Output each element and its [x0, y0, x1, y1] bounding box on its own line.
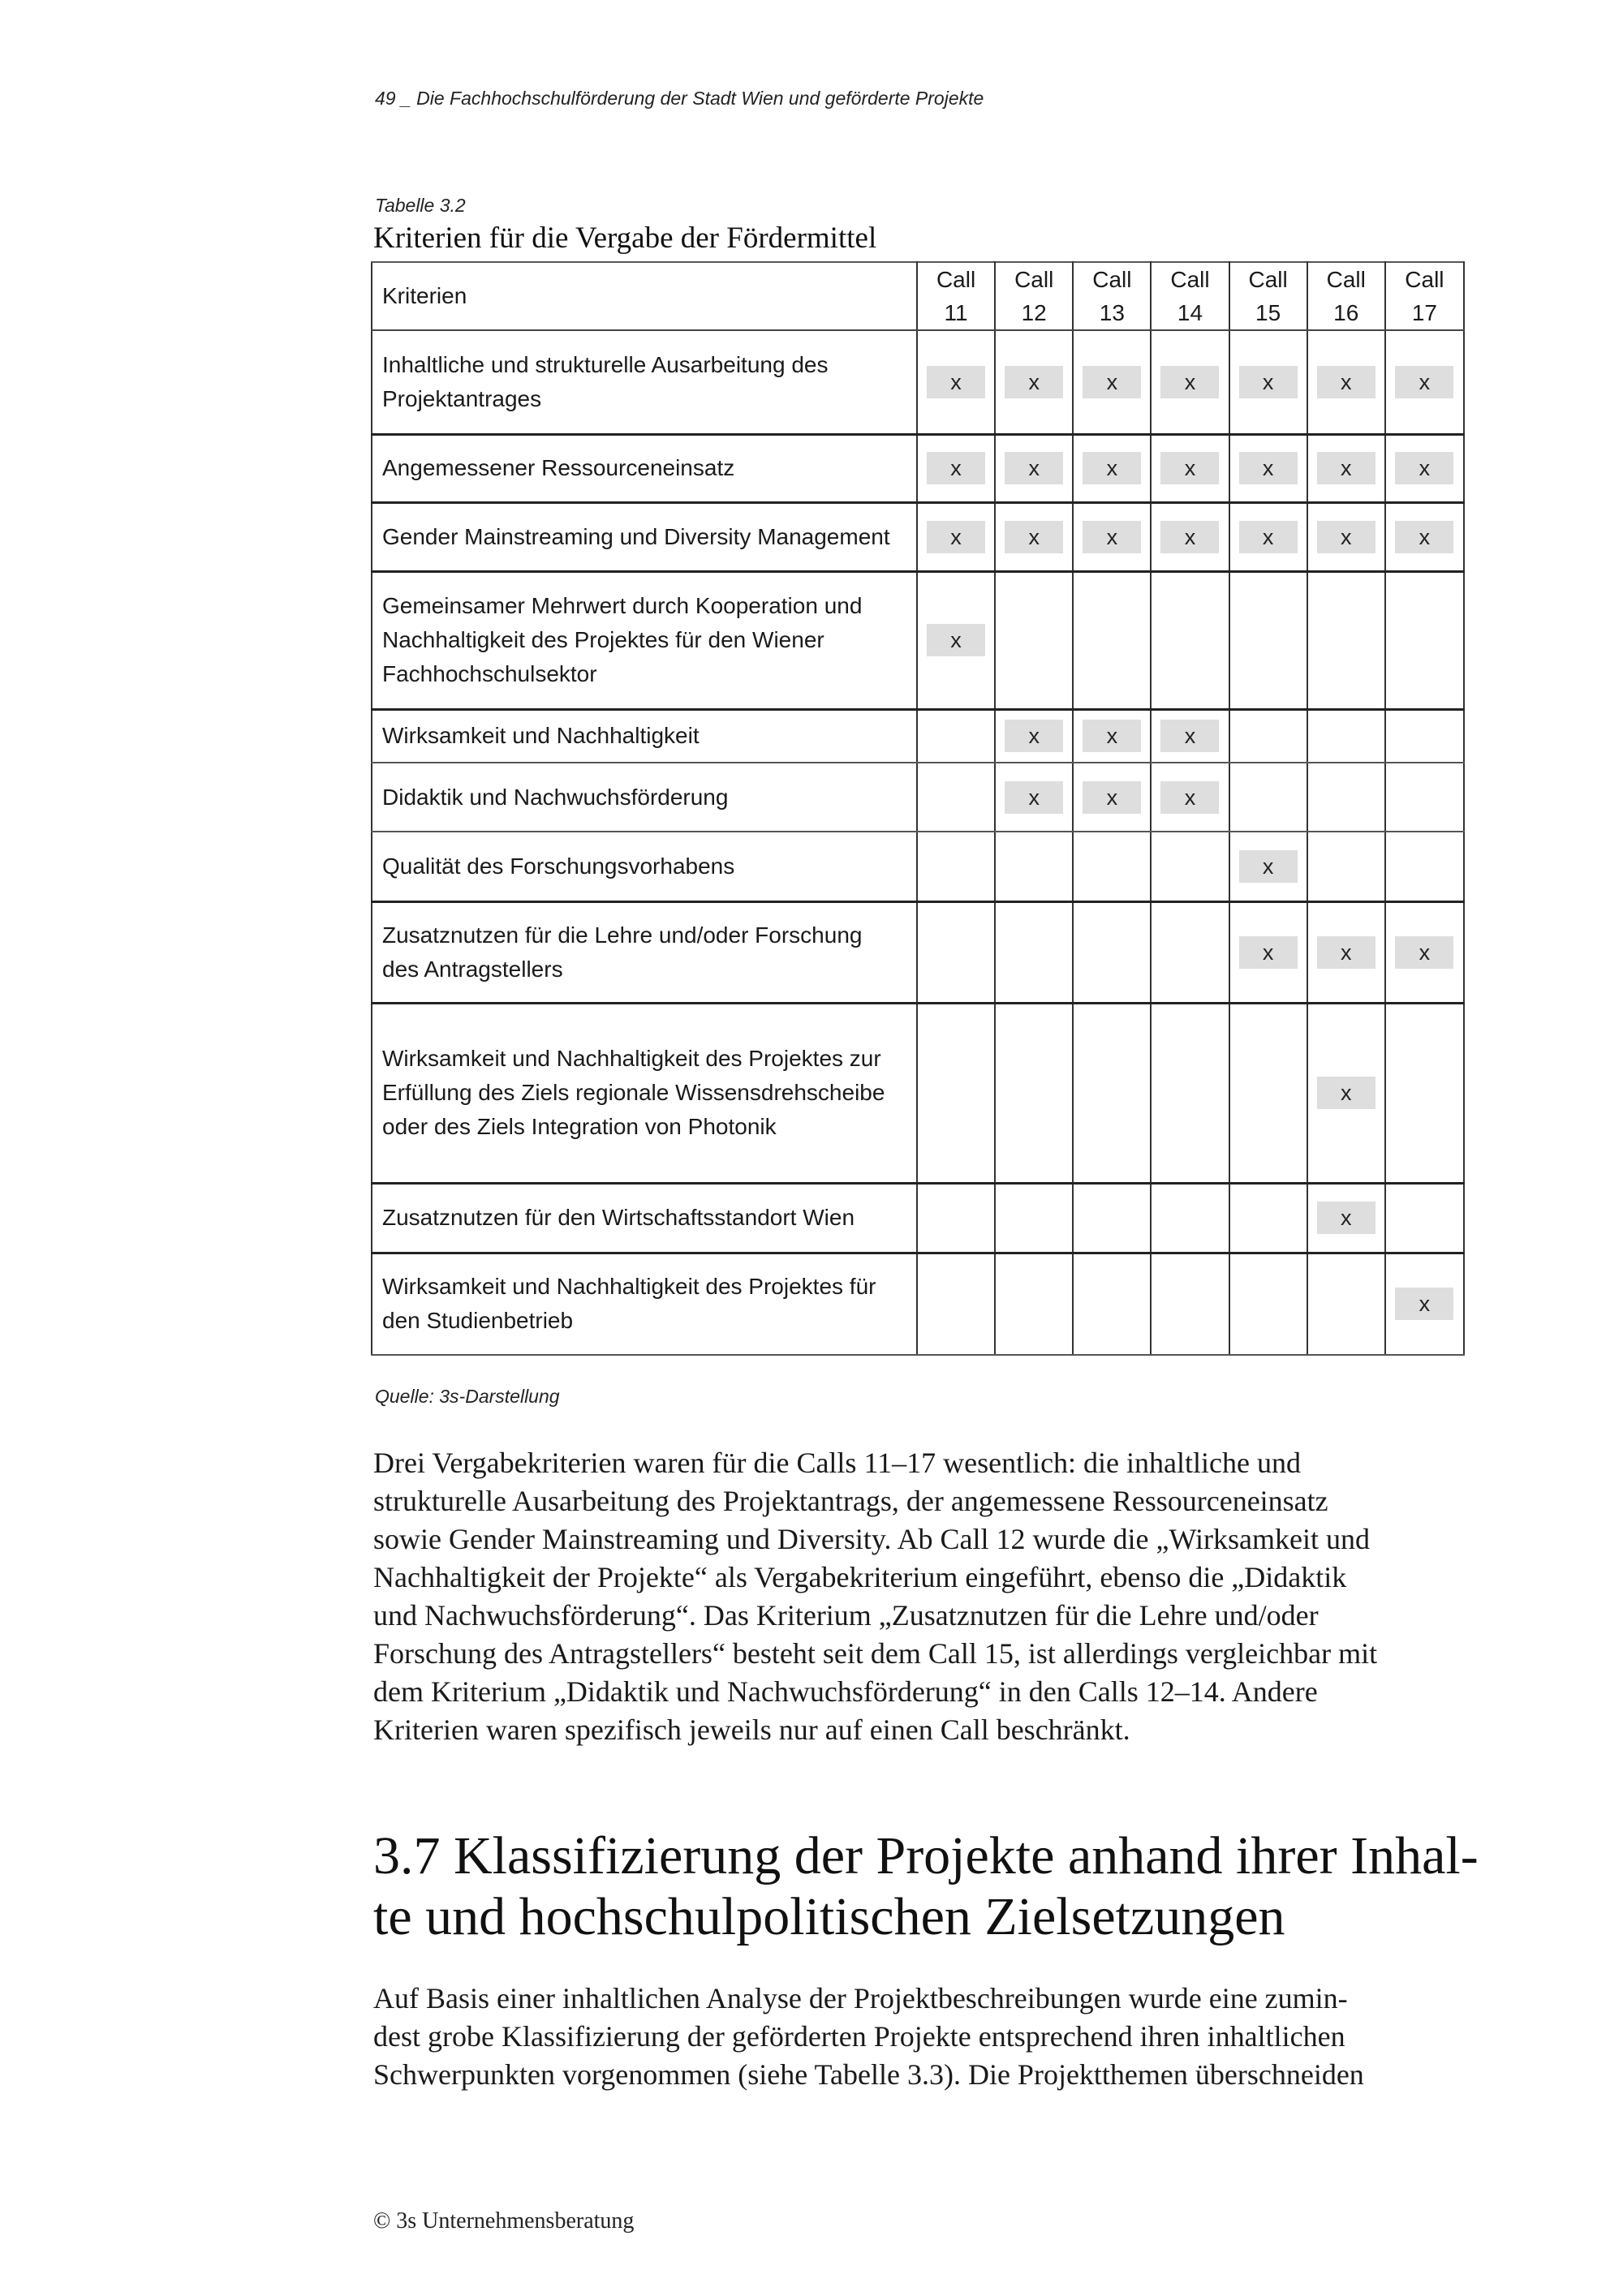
criterion-applies-mark: x	[1160, 781, 1219, 814]
table-row	[372, 330, 1464, 434]
call-mark-cell	[1385, 1003, 1464, 1183]
call-mark-cell	[1307, 901, 1385, 1003]
criterion-cell	[372, 763, 917, 832]
table-row	[372, 763, 1464, 832]
call-mark-cell	[995, 1253, 1073, 1355]
call-mark-cell	[1385, 763, 1464, 832]
call-mark-cell	[1073, 1183, 1151, 1253]
criterion-applies-mark: x	[1239, 936, 1298, 969]
criterion-applies-mark: x	[1239, 366, 1298, 398]
call-mark-cell	[1151, 709, 1229, 763]
call-column-header: Call 11	[917, 262, 995, 330]
call-mark-cell	[1151, 901, 1229, 1003]
call-mark-cell	[1073, 709, 1151, 763]
criterion-cell	[372, 502, 917, 571]
call-mark-cell	[995, 330, 1073, 434]
criterion-text-line: Erfüllung des Ziels regionale Wissensdrehscheibe	[382, 1080, 885, 1105]
paragraph-line: Auf Basis einer inhaltlichen Analyse der Projektbeschreibungen wurde eine zumin-	[373, 1982, 1348, 2014]
call-mark-cell	[1385, 901, 1464, 1003]
call-mark-cell	[995, 901, 1073, 1003]
call-mark-cell	[1385, 1253, 1464, 1355]
running-header: 49 _ Die Fachhochschulförderung der Stadt Wien und geförderte Projekte	[375, 88, 984, 109]
criterion-cell	[372, 1253, 917, 1355]
criterion-applies-mark: x	[1239, 850, 1298, 883]
criterion-text-line: Projektantrages	[382, 385, 542, 411]
criterion-text-line: Zusatznutzen für die Lehre und/oder Forschung	[382, 922, 863, 948]
call-mark-cell	[1307, 1003, 1385, 1183]
criterion-text-line: Wirksamkeit und Nachhaltigkeit des Projektes für	[382, 1274, 876, 1300]
criterion-applies-mark: x	[1317, 521, 1375, 553]
table-source: Quelle: 3s-Darstellung	[375, 1386, 560, 1407]
call-mark-cell	[1151, 1003, 1229, 1183]
call-mark-cell	[1073, 901, 1151, 1003]
criterion-text-line: oder des Ziels Integration von Photonik	[382, 1114, 777, 1139]
paragraph-line: Kriterien waren spezifisch jeweils nur auf einen Call beschränkt.	[373, 1713, 1130, 1746]
call-mark-cell	[995, 709, 1073, 763]
call-mark-cell	[1385, 832, 1464, 901]
paragraph-line: sowie Gender Mainstreaming und Diversity. Ab Call 12 wurde die „Wirksamkeit und	[373, 1523, 1370, 1555]
criterion-text-line: Fachhochschulsektor	[382, 661, 597, 686]
table-row	[372, 709, 1464, 763]
call-mark-cell	[917, 571, 995, 709]
call-mark-cell	[1307, 832, 1385, 901]
call-mark-cell	[1307, 571, 1385, 709]
criterion-applies-mark: x	[927, 366, 985, 398]
call-mark-cell	[1229, 1003, 1307, 1183]
criterion-text-line: Nachhaltigkeit des Projektes für den Wiener	[382, 627, 824, 652]
call-mark-cell	[917, 502, 995, 571]
criterion-text-line: Qualität des Forschungsvorhabens	[382, 853, 735, 879]
call-mark-cell	[1307, 502, 1385, 571]
call-column-header: Call 15	[1229, 262, 1307, 330]
call-mark-cell	[1385, 709, 1464, 763]
call-mark-cell	[995, 1183, 1073, 1253]
criterion-applies-mark: x	[927, 452, 985, 484]
call-mark-cell	[1229, 1253, 1307, 1355]
criterion-applies-mark: x	[1395, 521, 1453, 553]
criterion-applies-mark: x	[1317, 936, 1375, 969]
paragraph-line: Nachhaltigkeit der Projekte“ als Vergabekriterium eingeführt, ebenso die „Didaktik	[373, 1561, 1347, 1593]
section-heading-line: te und hochschulpolitischen Zielsetzungen	[373, 1887, 1285, 1946]
call-mark-cell	[1385, 330, 1464, 434]
criterion-applies-mark: x	[1083, 366, 1141, 398]
criterion-cell	[372, 1183, 917, 1253]
criterion-text-line: Angemessener Ressourceneinsatz	[382, 455, 735, 480]
criterion-applies-mark: x	[927, 521, 985, 553]
call-mark-cell	[1229, 1183, 1307, 1253]
paragraph-line: dem Kriterium „Didaktik und Nachwuchsförderung“ in den Calls 12–14. Andere	[373, 1675, 1318, 1708]
call-mark-cell	[995, 571, 1073, 709]
criterion-text-line: Didaktik und Nachwuchsförderung	[382, 784, 729, 810]
call-mark-cell	[995, 434, 1073, 502]
call-mark-cell	[1385, 434, 1464, 502]
criterion-applies-mark: x	[1005, 521, 1063, 553]
criterion-text-line: des Antragstellers	[382, 956, 563, 982]
table-row	[372, 832, 1464, 901]
criterion-applies-mark: x	[1083, 452, 1141, 484]
criterion-text-line: Wirksamkeit und Nachhaltigkeit	[382, 723, 700, 749]
table-row	[372, 502, 1464, 571]
call-mark-cell	[1229, 502, 1307, 571]
call-mark-cell	[1229, 832, 1307, 901]
call-mark-cell	[1385, 1183, 1464, 1253]
criterion-applies-mark: x	[927, 624, 985, 656]
paragraph-line: und Nachwuchsförderung“. Das Kriterium „Zusatznutzen für die Lehre und/oder	[373, 1599, 1319, 1632]
call-mark-cell	[1385, 571, 1464, 709]
criterion-applies-mark: x	[1395, 452, 1453, 484]
criterion-applies-mark: x	[1239, 452, 1298, 484]
criterion-text-line: Inhaltliche und strukturelle Ausarbeitung des	[382, 351, 829, 377]
call-mark-cell	[1307, 709, 1385, 763]
criterion-applies-mark: x	[1317, 1077, 1375, 1109]
criterion-cell	[372, 901, 917, 1003]
call-mark-cell	[1307, 1183, 1385, 1253]
call-mark-cell	[1073, 763, 1151, 832]
criterion-applies-mark: x	[1005, 720, 1063, 752]
call-mark-cell	[1151, 832, 1229, 901]
criterion-applies-mark: x	[1005, 366, 1063, 398]
table-row	[372, 1183, 1464, 1253]
call-mark-cell	[1307, 763, 1385, 832]
call-mark-cell	[917, 1183, 995, 1253]
paragraph-line: Forschung des Antragstellers“ besteht seit dem Call 15, ist allerdings vergleichbar mit	[373, 1637, 1378, 1670]
table-title: Kriterien für die Vergabe der Fördermittel	[373, 221, 877, 255]
call-mark-cell	[995, 763, 1073, 832]
paragraph-line: Drei Vergabekriterien waren für die Calls 11–17 wesentlich: die inhaltliche und	[373, 1447, 1301, 1479]
body-paragraph	[373, 1444, 1469, 1749]
call-mark-cell	[995, 1003, 1073, 1183]
call-mark-cell	[1229, 763, 1307, 832]
call-column-header: Call 13	[1073, 262, 1151, 330]
call-mark-cell	[1151, 330, 1229, 434]
criterion-cell	[372, 571, 917, 709]
call-mark-cell	[917, 330, 995, 434]
call-mark-cell	[1151, 434, 1229, 502]
call-mark-cell	[1307, 434, 1385, 502]
paragraph-line: Schwerpunkten vorgenommen (siehe Tabelle 3.3). Die Projektthemen überschneiden	[373, 2058, 1364, 2091]
criterion-cell	[372, 434, 917, 502]
criterion-applies-mark: x	[1160, 366, 1219, 398]
criterion-text-line: Gender Mainstreaming und Diversity Management	[382, 523, 890, 549]
call-mark-cell	[1073, 502, 1151, 571]
criterion-applies-mark: x	[1395, 366, 1453, 398]
call-mark-cell	[917, 763, 995, 832]
table-row	[372, 1253, 1464, 1355]
call-column-header: Call 16	[1307, 262, 1385, 330]
call-mark-cell	[1073, 330, 1151, 434]
call-mark-cell	[917, 901, 995, 1003]
criterion-applies-mark: x	[1005, 452, 1063, 484]
table-row	[372, 1003, 1464, 1183]
body-paragraph	[373, 1980, 1469, 2094]
call-mark-cell	[995, 832, 1073, 901]
criterion-cell	[372, 832, 917, 901]
criterion-applies-mark: x	[1395, 936, 1453, 969]
call-mark-cell	[1229, 434, 1307, 502]
criterion-applies-mark: x	[1083, 781, 1141, 814]
criterion-applies-mark: x	[1317, 366, 1375, 398]
criterion-applies-mark: x	[1239, 521, 1298, 553]
call-mark-cell	[1073, 1003, 1151, 1183]
criterion-text-line: Zusatznutzen für den Wirtschaftsstandort Wien	[382, 1205, 855, 1230]
call-mark-cell	[917, 1003, 995, 1183]
call-mark-cell	[1307, 330, 1385, 434]
criterion-applies-mark: x	[1083, 521, 1141, 553]
criterion-text-line: Wirksamkeit und Nachhaltigkeit des Projektes zur	[382, 1046, 881, 1071]
call-column-header: Call 17	[1385, 262, 1464, 330]
table-label: Tabelle 3.2	[375, 195, 466, 216]
criterion-applies-mark: x	[1317, 452, 1375, 484]
criterion-applies-mark: x	[1160, 452, 1219, 484]
criterion-applies-mark: x	[1160, 720, 1219, 752]
criterion-cell	[372, 709, 917, 763]
call-column-header: Call 14	[1151, 262, 1229, 330]
section-heading	[373, 1825, 1493, 1947]
criterion-cell	[372, 1003, 917, 1183]
criteria-column-header: Kriterien	[372, 262, 917, 330]
criterion-applies-mark: x	[1160, 521, 1219, 553]
table-row	[372, 901, 1464, 1003]
criterion-cell	[372, 330, 917, 434]
call-mark-cell	[1151, 1253, 1229, 1355]
section-heading-line: 3.7 Klassifizierung der Projekte anhand ihrer Inhal-	[373, 1826, 1479, 1885]
call-mark-cell	[995, 502, 1073, 571]
call-mark-cell	[917, 434, 995, 502]
criterion-applies-mark: x	[1005, 781, 1063, 814]
criterion-text-line: Gemeinsamer Mehrwert durch Kooperation und	[382, 593, 863, 618]
call-mark-cell	[1151, 571, 1229, 709]
criteria-table	[371, 261, 1465, 1356]
call-mark-cell	[1073, 1253, 1151, 1355]
call-mark-cell	[917, 709, 995, 763]
criterion-text-line: den Studienbetrieb	[382, 1308, 574, 1334]
paragraph-line: dest grobe Klassifizierung der geförderten Projekte entsprechend ihren inhaltlichen	[373, 2020, 1345, 2053]
paragraph-line: strukturelle Ausarbeitung des Projektantrags, der angemessene Ressourceneinsatz	[373, 1485, 1328, 1517]
call-column-header: Call 12	[995, 262, 1073, 330]
call-mark-cell	[917, 832, 995, 901]
call-mark-cell	[1073, 832, 1151, 901]
footer-copyright: © 3s Unternehmensberatung	[373, 2208, 635, 2234]
criterion-applies-mark: x	[1395, 1288, 1453, 1320]
call-mark-cell	[917, 1253, 995, 1355]
call-mark-cell	[1229, 571, 1307, 709]
call-mark-cell	[1385, 502, 1464, 571]
call-mark-cell	[1151, 763, 1229, 832]
call-mark-cell	[1073, 434, 1151, 502]
call-mark-cell	[1229, 330, 1307, 434]
criterion-applies-mark: x	[1083, 720, 1141, 752]
criterion-applies-mark: x	[1317, 1202, 1375, 1234]
call-mark-cell	[1073, 571, 1151, 709]
call-mark-cell	[1229, 709, 1307, 763]
call-mark-cell	[1229, 901, 1307, 1003]
call-mark-cell	[1151, 1183, 1229, 1253]
table-row	[372, 571, 1464, 709]
table-row	[372, 434, 1464, 502]
call-mark-cell	[1307, 1253, 1385, 1355]
call-mark-cell	[1151, 502, 1229, 571]
